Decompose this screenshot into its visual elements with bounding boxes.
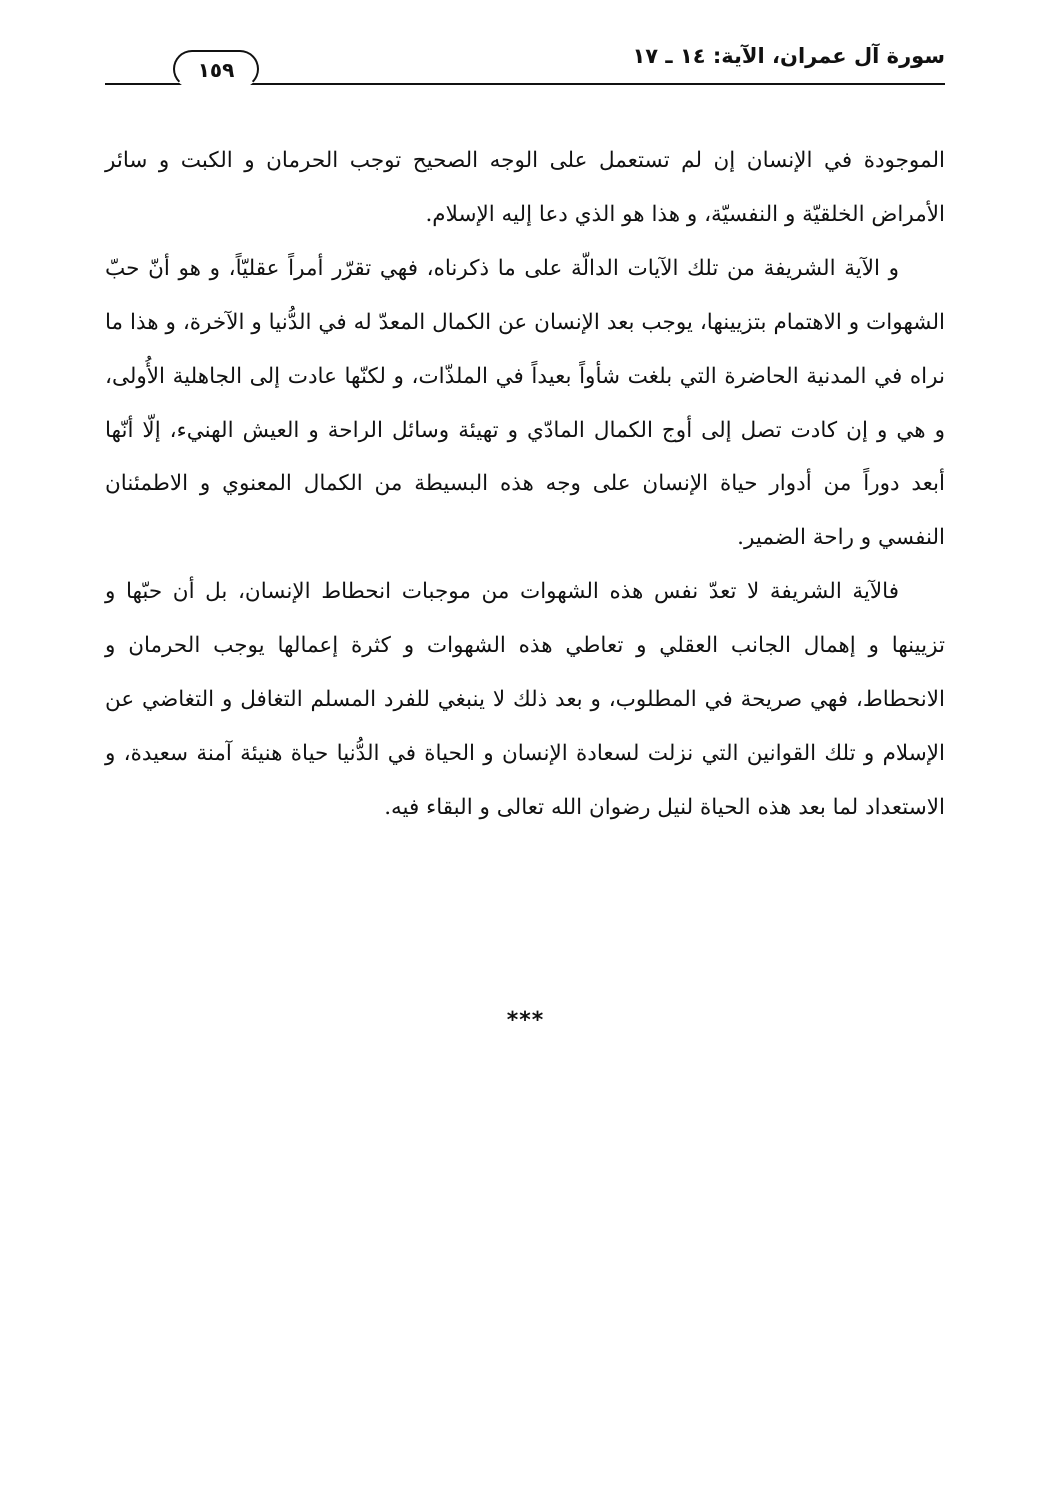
page-number-frame xyxy=(173,50,259,88)
section-separator: *** xyxy=(506,1008,545,1033)
paragraph-2: و الآية الشريفة من تلك الآيات الدالّة على ما ذكرناه، فهي تقرّر أمراً عقليّاً، و هو أنّ حبّ الشهوات و الاهتمام بتزيينها، يوجب بعد الإنسان عن الكمال المعدّ له في الدُّنيا و الآخرة، و هذا ما نراه في المدنية الحاضرة التي بلغت شأواً بعيداً في الملذّات، و لكنّها عادت إلى الجاهلية الأُولى، و هي و إن كادت تصل إلى أوج الكمال المادّي و تهيئة وسائل الراحة و العيش الهنيء، إلّا أنّها أبعد دوراً من أدوار حياة الإنسان على وجه هذه البسيطة من الكمال المعنوي و الاطمئنان النفسي و راحة الضمير. xyxy=(105,255,945,551)
body-text xyxy=(105,134,945,835)
running-header-title: سورة آل عمران، الآية: ١٤ ـ ١٧ xyxy=(632,44,945,68)
page-number: ١٥٩ xyxy=(197,58,235,82)
page-header xyxy=(105,38,945,86)
paragraph-1: الموجودة في الإنسان إن لم تستعمل على الوجه الصحيح توجب الحرمان و الكبت و سائر الأمراض الخلقيّة و النفسيّة، و هذا هو الذي دعا إليه الإسلام. xyxy=(105,148,945,227)
paragraph-3: فالآية الشريفة لا تعدّ نفس هذه الشهوات من موجبات انحطاط الإنسان، بل أن حبّها و تزيينها و إهمال الجانب العقلي و تعاطي هذه الشهوات و كثرة إعمالها يوجب الحرمان و الانحطاط، فهي صريحة في المطلوب، و بعد ذلك لا ينبغي للفرد المسلم التغافل و التغاضي عن الإسلام و تلك القوانين التي نزلت لسعادة الإنسان و الحياة في الدُّنيا حياة هنيئة آمنة سعيدة، و الاستعداد لما بعد هذه الحياة لنيل رضوان الله تعالى و البقاء فيه. xyxy=(105,579,945,820)
